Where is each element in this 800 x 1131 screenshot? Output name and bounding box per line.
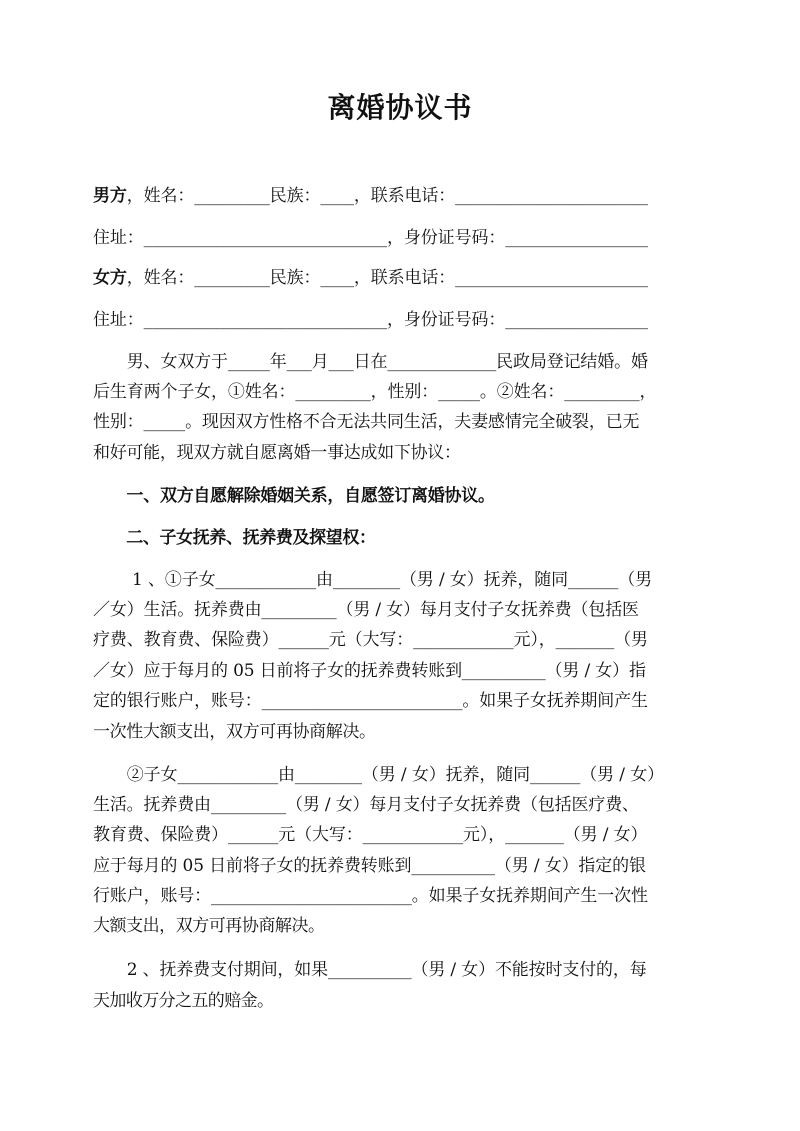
female-fields-line1: ，姓名：_________民族：____，联系电话：_______________________ — [126, 268, 648, 288]
intro-line: 和好可能，现双方就自愿离婚一事达成如下协议： — [93, 443, 461, 463]
clause-line: 行账户，账号：________________________。如果子女抚养期间产生一次性 — [93, 886, 648, 906]
male-fields-line1: ，姓名：_________民族：____，联系电话：_______________________ — [126, 186, 648, 206]
document-title: 离婚协议书 — [327, 91, 473, 124]
male-label: 男方 — [93, 186, 127, 206]
clause-line: 大额支出，双方可再协商解决。 — [93, 916, 325, 936]
female-party-line — [93, 266, 713, 290]
clause-line: 2 、抚养费支付期间，如果__________（男 / 女）不能按时支付的，每 — [93, 960, 647, 980]
intro-line: 性别：_____。现因双方性格不合无法共同生活，夫妻感情完全破裂，已无 — [93, 412, 640, 432]
intro-line: 男、女双方于_____年___月___日在_____________民政局登记结婚。婚 — [93, 352, 648, 372]
clause-line: ②子女____________由________（男 / 女）抚养，随同______（男 / 女） — [93, 765, 664, 785]
clause-line: 一次性大额支出，双方可再协商解决。 — [93, 722, 376, 742]
clause-line: 生活。抚养费由_________（男 / 女）每月支付子女抚养费（包括医疗费、 — [93, 795, 639, 815]
intro-line: 后生育两个子女，①姓名：_________，性别：_____。②姓名：_________， — [93, 382, 657, 402]
male-address-line: 住址：_____________________________，身份证号码：_________________ — [93, 228, 648, 248]
clause-line: 天加收万分之五的赔金。 — [93, 991, 274, 1011]
clause-line: ／女）生活。抚养费由_________（男 / 女）每月支付子女抚养费（包括医 — [93, 600, 639, 620]
clause-line: 应于每月的 05 日前将子女的抚养费转账到__________（男 / 女）指定的银 — [93, 856, 646, 876]
male-party-line — [93, 184, 713, 208]
section-heading-2: 二、子女抚养、抚养费及探望权： — [93, 528, 376, 548]
female-address-line: 住址：_____________________________，身份证号码：_________________ — [93, 310, 648, 330]
clause-line: 1 、①子女____________由________（男 / 女）抚养，随同______（男 — [93, 570, 653, 590]
section-heading-1: 一、双方自愿解除婚姻关系，自愿签订离婚协议。 — [93, 486, 495, 506]
clause-line: 教育费、保险费）______元（大写：____________元），_______（男 / 女） — [93, 825, 648, 845]
clause-line: ／女）应于每月的 05 日前将子女的抚养费转账到__________（男 / 女）指 — [93, 661, 646, 681]
female-label: 女方 — [93, 268, 127, 288]
clause-line: 疗费、教育费、保险费）______元（大写：____________元），_______（男 — [93, 630, 648, 650]
clause-line: 定的银行账户，账号：________________________。如果子女抚养期间产生 — [93, 691, 648, 711]
